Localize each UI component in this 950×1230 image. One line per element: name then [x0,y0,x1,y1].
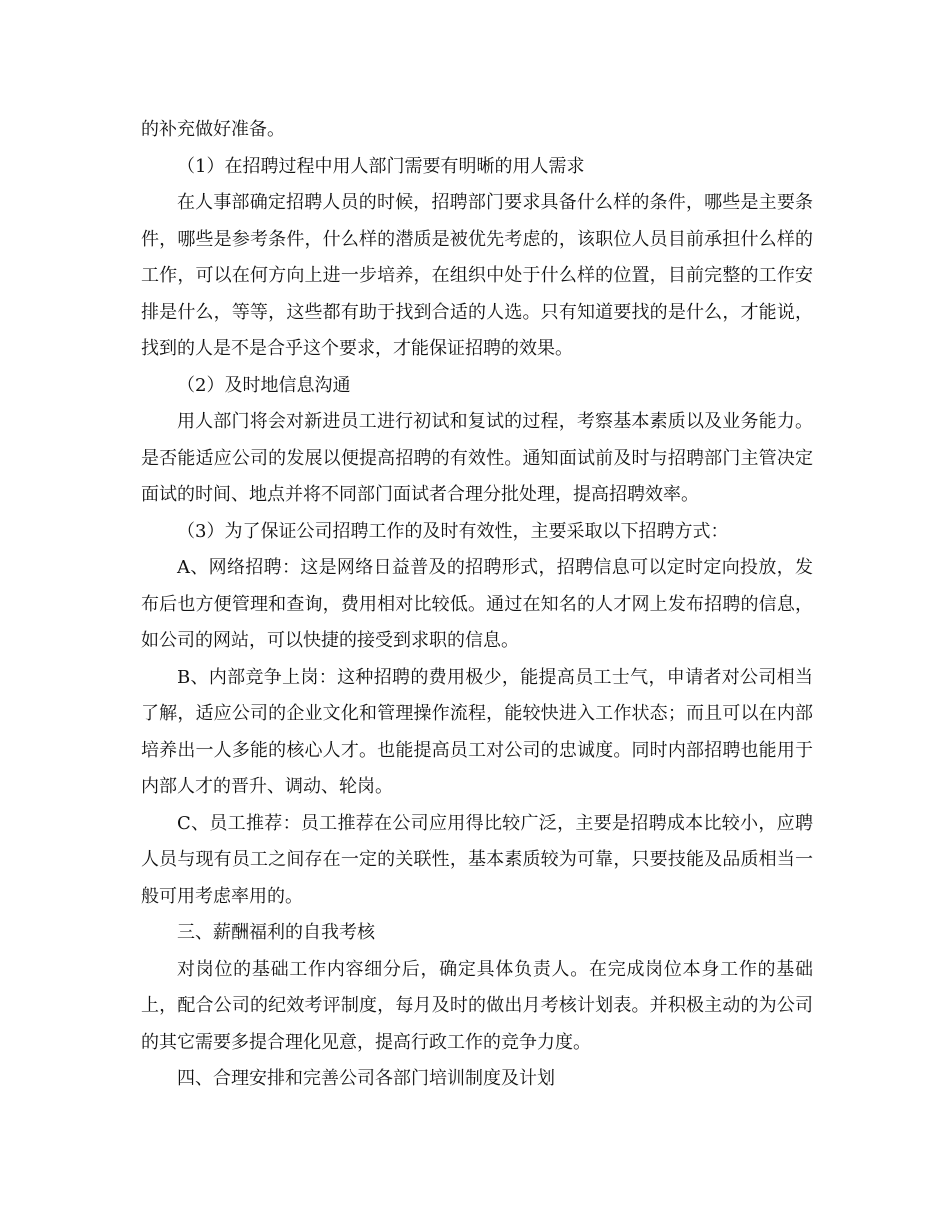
section-heading-4: 四、合理安排和完善公司各部门培训制度及计划 [177,1068,555,1089]
section-heading-3: 三、薪酬福利的自我考核 [177,922,375,943]
paragraph-assessment: 对岗位的基础工作内容细分后，确定具体负责人。在完成岗位本身工作的基础上，配合公司的纪效考评制度，每月及时的做出月考核计划表。并积极主动的为公司的其它需要多提合理化见意，提高行政工作的竞争力度。 [141,958,813,1053]
subheading-3: （3）为了保证公司招聘工作的及时有效性，主要采取以下招聘方式： [177,520,729,542]
paragraph-continuation: 的补充做好准备。 [141,119,285,140]
subheading-1: （1）在招聘过程中用人部门需要有明晰的用人需求 [177,155,585,177]
paragraph-online-recruiting: A、网络招聘：这是网络日益普及的招聘形式，招聘信息可以定时定向投放，发布后也方便管理和查询，费用相对比较低。通过在知名的人才网上发布招聘的信息，如公司的网站，可以快捷的接受到求职的信息。 [141,557,813,651]
paragraph-requirements: 在人事部确定招聘人员的时候，招聘部门要求具备什么样的条件，哪些是主要条件，哪些是参考条件，什么样的潜质是被优先考虑的，该职位人员目前承担什么样的工作，可以在何方向上进一步培养，在组织中处于什么样的位置，目前完整的工作安排是什么，等等，这些都有助于找到合适的人选。只有知道要找的是什么，才能说，找到的人是不是合乎这个要求，才能保证招聘的效果。 [141,192,813,359]
paragraph-employee-referral: C、员工推荐：员工推荐在公司应用得比较广泛，主要是招聘成本比较小，应聘人员与现有员工之间存在一定的关联性，基本素质较为可靠，只要技能及品质相当一般可用考虑率用的。 [141,812,813,907]
paragraph-communication: 用人部门将会对新进员工进行初试和复试的过程，考察基本素质以及业务能力。是否能适应公司的发展以便提高招聘的有效性。通知面试前及时与招聘部门主管决定面试的时间、地点并将不同部门面试者合理分批处理，提高招聘效率。 [141,411,813,505]
subheading-2: （2）及时地信息沟通 [177,374,351,396]
document-body [141,112,813,1098]
paragraph-internal-competition: B、内部竞争上岗：这种招聘的费用极少，能提高员工士气，申请者对公司相当了解，适应公司的企业文化和管理操作流程，能较快进入工作状态；而且可以在内部培养出一人多能的核心人才。也能提高员工对公司的忠诚度。同时内部招聘也能用于内部人才的晋升、调动、轮岗。 [141,666,813,797]
